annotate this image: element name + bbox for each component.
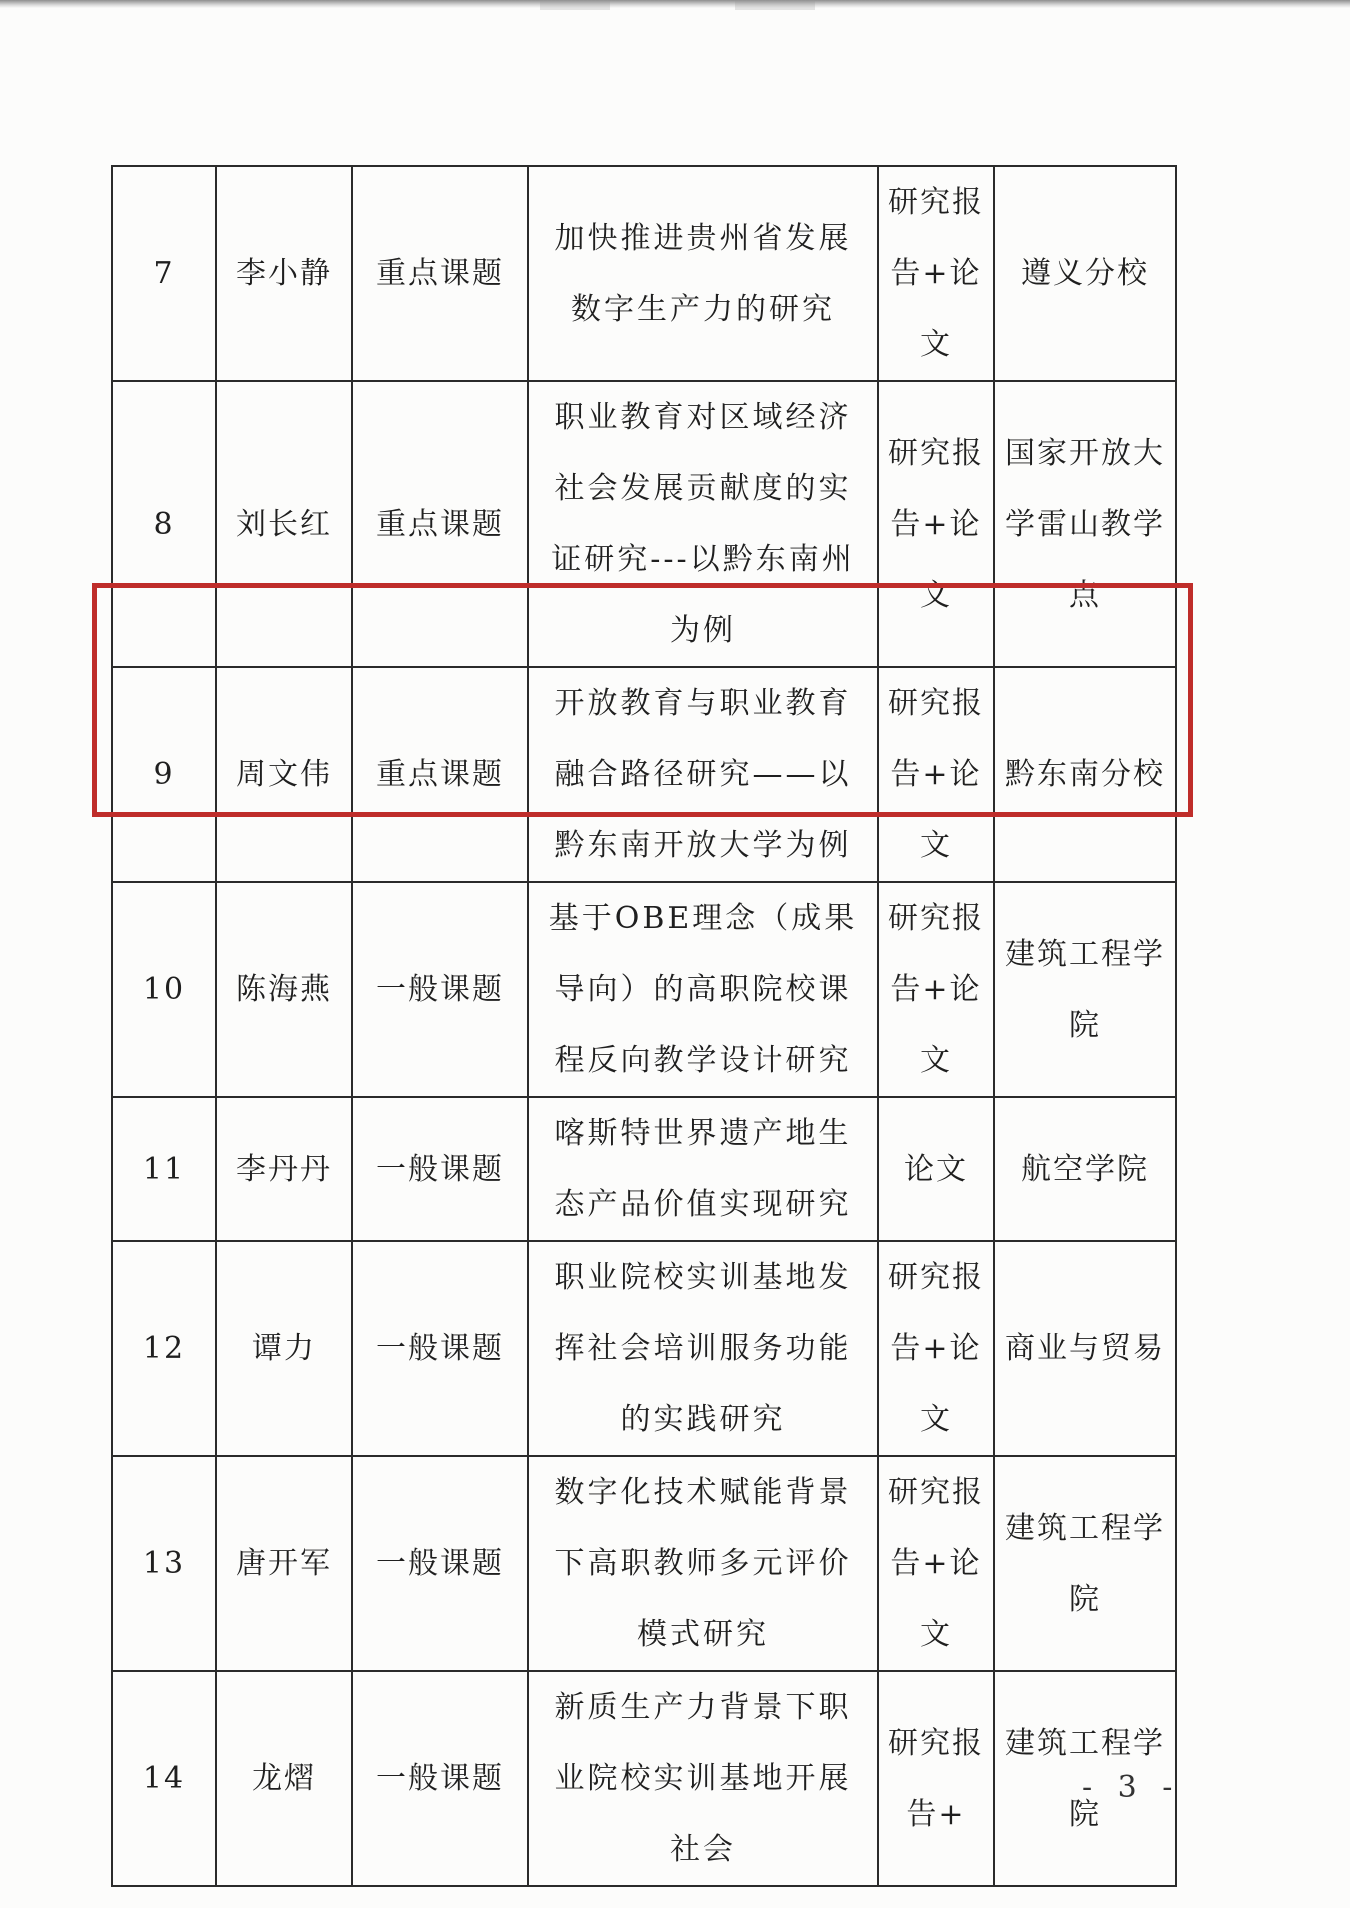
project-title: 职业院校实训基地发挥社会培训服务功能的实践研究 (554, 1260, 852, 1437)
project-title: 基于OBE理念（成果导向）的高职院校课程反向教学设计研究 (548, 901, 858, 1078)
level-cell (352, 381, 528, 667)
title-cell (528, 882, 878, 1097)
scan-artifact (540, 0, 610, 10)
row-number-cell (112, 667, 216, 882)
unit-name: 商业与贸易 (1005, 1331, 1165, 1366)
unit-cell (994, 166, 1176, 381)
row-number-cell (112, 381, 216, 667)
row-number: 7 (153, 256, 175, 291)
unit-name: 航空学院 (1021, 1151, 1149, 1187)
researcher-name: 谭力 (252, 1331, 316, 1366)
researcher-name: 李丹丹 (236, 1151, 332, 1187)
level-cell (352, 166, 528, 381)
project-title: 新质生产力背景下职业院校实训基地开展社会 (554, 1690, 852, 1867)
row-number: 12 (142, 1331, 186, 1366)
unit-name: 遵义分校 (1021, 256, 1149, 291)
project-level: 重点课题 (376, 757, 504, 792)
row-number: 11 (142, 1151, 186, 1187)
unit-name: 黔东南分校 (1005, 757, 1165, 792)
row-number-cell (112, 1671, 216, 1886)
project-level: 重点课题 (376, 256, 504, 291)
project-level: 一般课题 (376, 1151, 504, 1187)
name-cell (216, 1097, 352, 1241)
row-number-cell (112, 166, 216, 381)
title-cell (528, 1456, 878, 1671)
table-row (112, 1671, 1176, 1886)
row-number-cell (112, 1097, 216, 1241)
table-row (112, 1097, 1176, 1241)
outcome-cell (878, 1671, 994, 1886)
name-cell (216, 1456, 352, 1671)
level-cell (352, 1241, 528, 1456)
name-cell (216, 667, 352, 882)
outcome-cell (878, 381, 994, 667)
title-cell (528, 667, 878, 882)
title-cell (528, 166, 878, 381)
unit-name: 建筑工程学院 (1005, 1725, 1165, 1832)
outcome-type: 研究报告+论文 (888, 686, 984, 863)
project-level: 一般课题 (376, 972, 504, 1007)
title-cell (528, 1241, 878, 1456)
row-number: 13 (142, 1546, 186, 1581)
project-level: 一般课题 (376, 1761, 504, 1796)
outcome-type: 论文 (904, 1151, 968, 1187)
researcher-name: 刘长红 (236, 506, 332, 542)
project-level: 一般课题 (376, 1331, 504, 1366)
page-number: - 3 - (1082, 1770, 1181, 1805)
unit-cell (994, 1456, 1176, 1671)
table-row (112, 1241, 1176, 1456)
outcome-type: 研究报告+论文 (888, 185, 984, 362)
row-number: 14 (142, 1761, 186, 1796)
unit-cell (994, 1241, 1176, 1456)
outcome-cell (878, 1456, 994, 1671)
researcher-name: 龙熠 (252, 1761, 316, 1796)
name-cell (216, 381, 352, 667)
outcome-type: 研究报告+论文 (888, 901, 984, 1078)
table-row (112, 381, 1176, 667)
project-title: 喀斯特世界遗产地生态产品价值实现研究 (554, 1116, 852, 1222)
unit-name: 国家开放大学雷山教学点 (1005, 435, 1165, 613)
researcher-name: 唐开军 (236, 1546, 332, 1581)
table-row (112, 882, 1176, 1097)
scan-artifact (735, 0, 815, 10)
unit-cell (994, 882, 1176, 1097)
researcher-name: 陈海燕 (236, 972, 332, 1007)
outcome-cell (878, 1097, 994, 1241)
outcome-cell (878, 882, 994, 1097)
row-number: 8 (153, 506, 175, 542)
outcome-type: 研究报告+论文 (888, 435, 984, 613)
row-number-cell (112, 1241, 216, 1456)
outcome-cell (878, 1241, 994, 1456)
project-title: 职业教育对区域经济社会发展贡献度的实证研究---以黔东南州为例 (551, 400, 855, 648)
unit-name: 建筑工程学院 (1005, 936, 1165, 1043)
unit-cell (994, 1097, 1176, 1241)
title-cell (528, 381, 878, 667)
researcher-name: 李小静 (236, 256, 332, 291)
title-cell (528, 1097, 878, 1241)
outcome-cell (878, 166, 994, 381)
name-cell (216, 1671, 352, 1886)
name-cell (216, 1241, 352, 1456)
title-cell (528, 1671, 878, 1886)
outcome-type: 研究报告+论文 (888, 1260, 984, 1437)
unit-name: 建筑工程学院 (1005, 1510, 1165, 1617)
table-row (112, 166, 1176, 381)
outcome-type: 研究报告+ (888, 1725, 984, 1832)
project-title: 开放教育与职业教育融合路径研究——以黔东南开放大学为例 (554, 686, 852, 863)
level-cell (352, 882, 528, 1097)
project-title: 加快推进贵州省发展数字生产力的研究 (554, 220, 852, 327)
outcome-type: 研究报告+论文 (888, 1475, 984, 1652)
project-level: 重点课题 (376, 506, 504, 542)
level-cell (352, 1097, 528, 1241)
row-number: 9 (153, 757, 175, 792)
level-cell (352, 667, 528, 882)
outcome-cell (878, 667, 994, 882)
level-cell (352, 1671, 528, 1886)
researcher-name: 周文伟 (236, 757, 332, 792)
row-number: 10 (142, 972, 186, 1007)
project-table (111, 165, 1177, 1887)
table-row-highlighted (112, 667, 1176, 882)
unit-cell (994, 667, 1176, 882)
unit-cell (994, 381, 1176, 667)
project-level: 一般课题 (376, 1546, 504, 1581)
level-cell (352, 1456, 528, 1671)
name-cell (216, 882, 352, 1097)
table-row (112, 1456, 1176, 1671)
project-title: 数字化技术赋能背景下高职教师多元评价模式研究 (554, 1475, 852, 1652)
row-number-cell (112, 1456, 216, 1671)
row-number-cell (112, 882, 216, 1097)
scan-top-edge (0, 0, 1350, 8)
name-cell (216, 166, 352, 381)
